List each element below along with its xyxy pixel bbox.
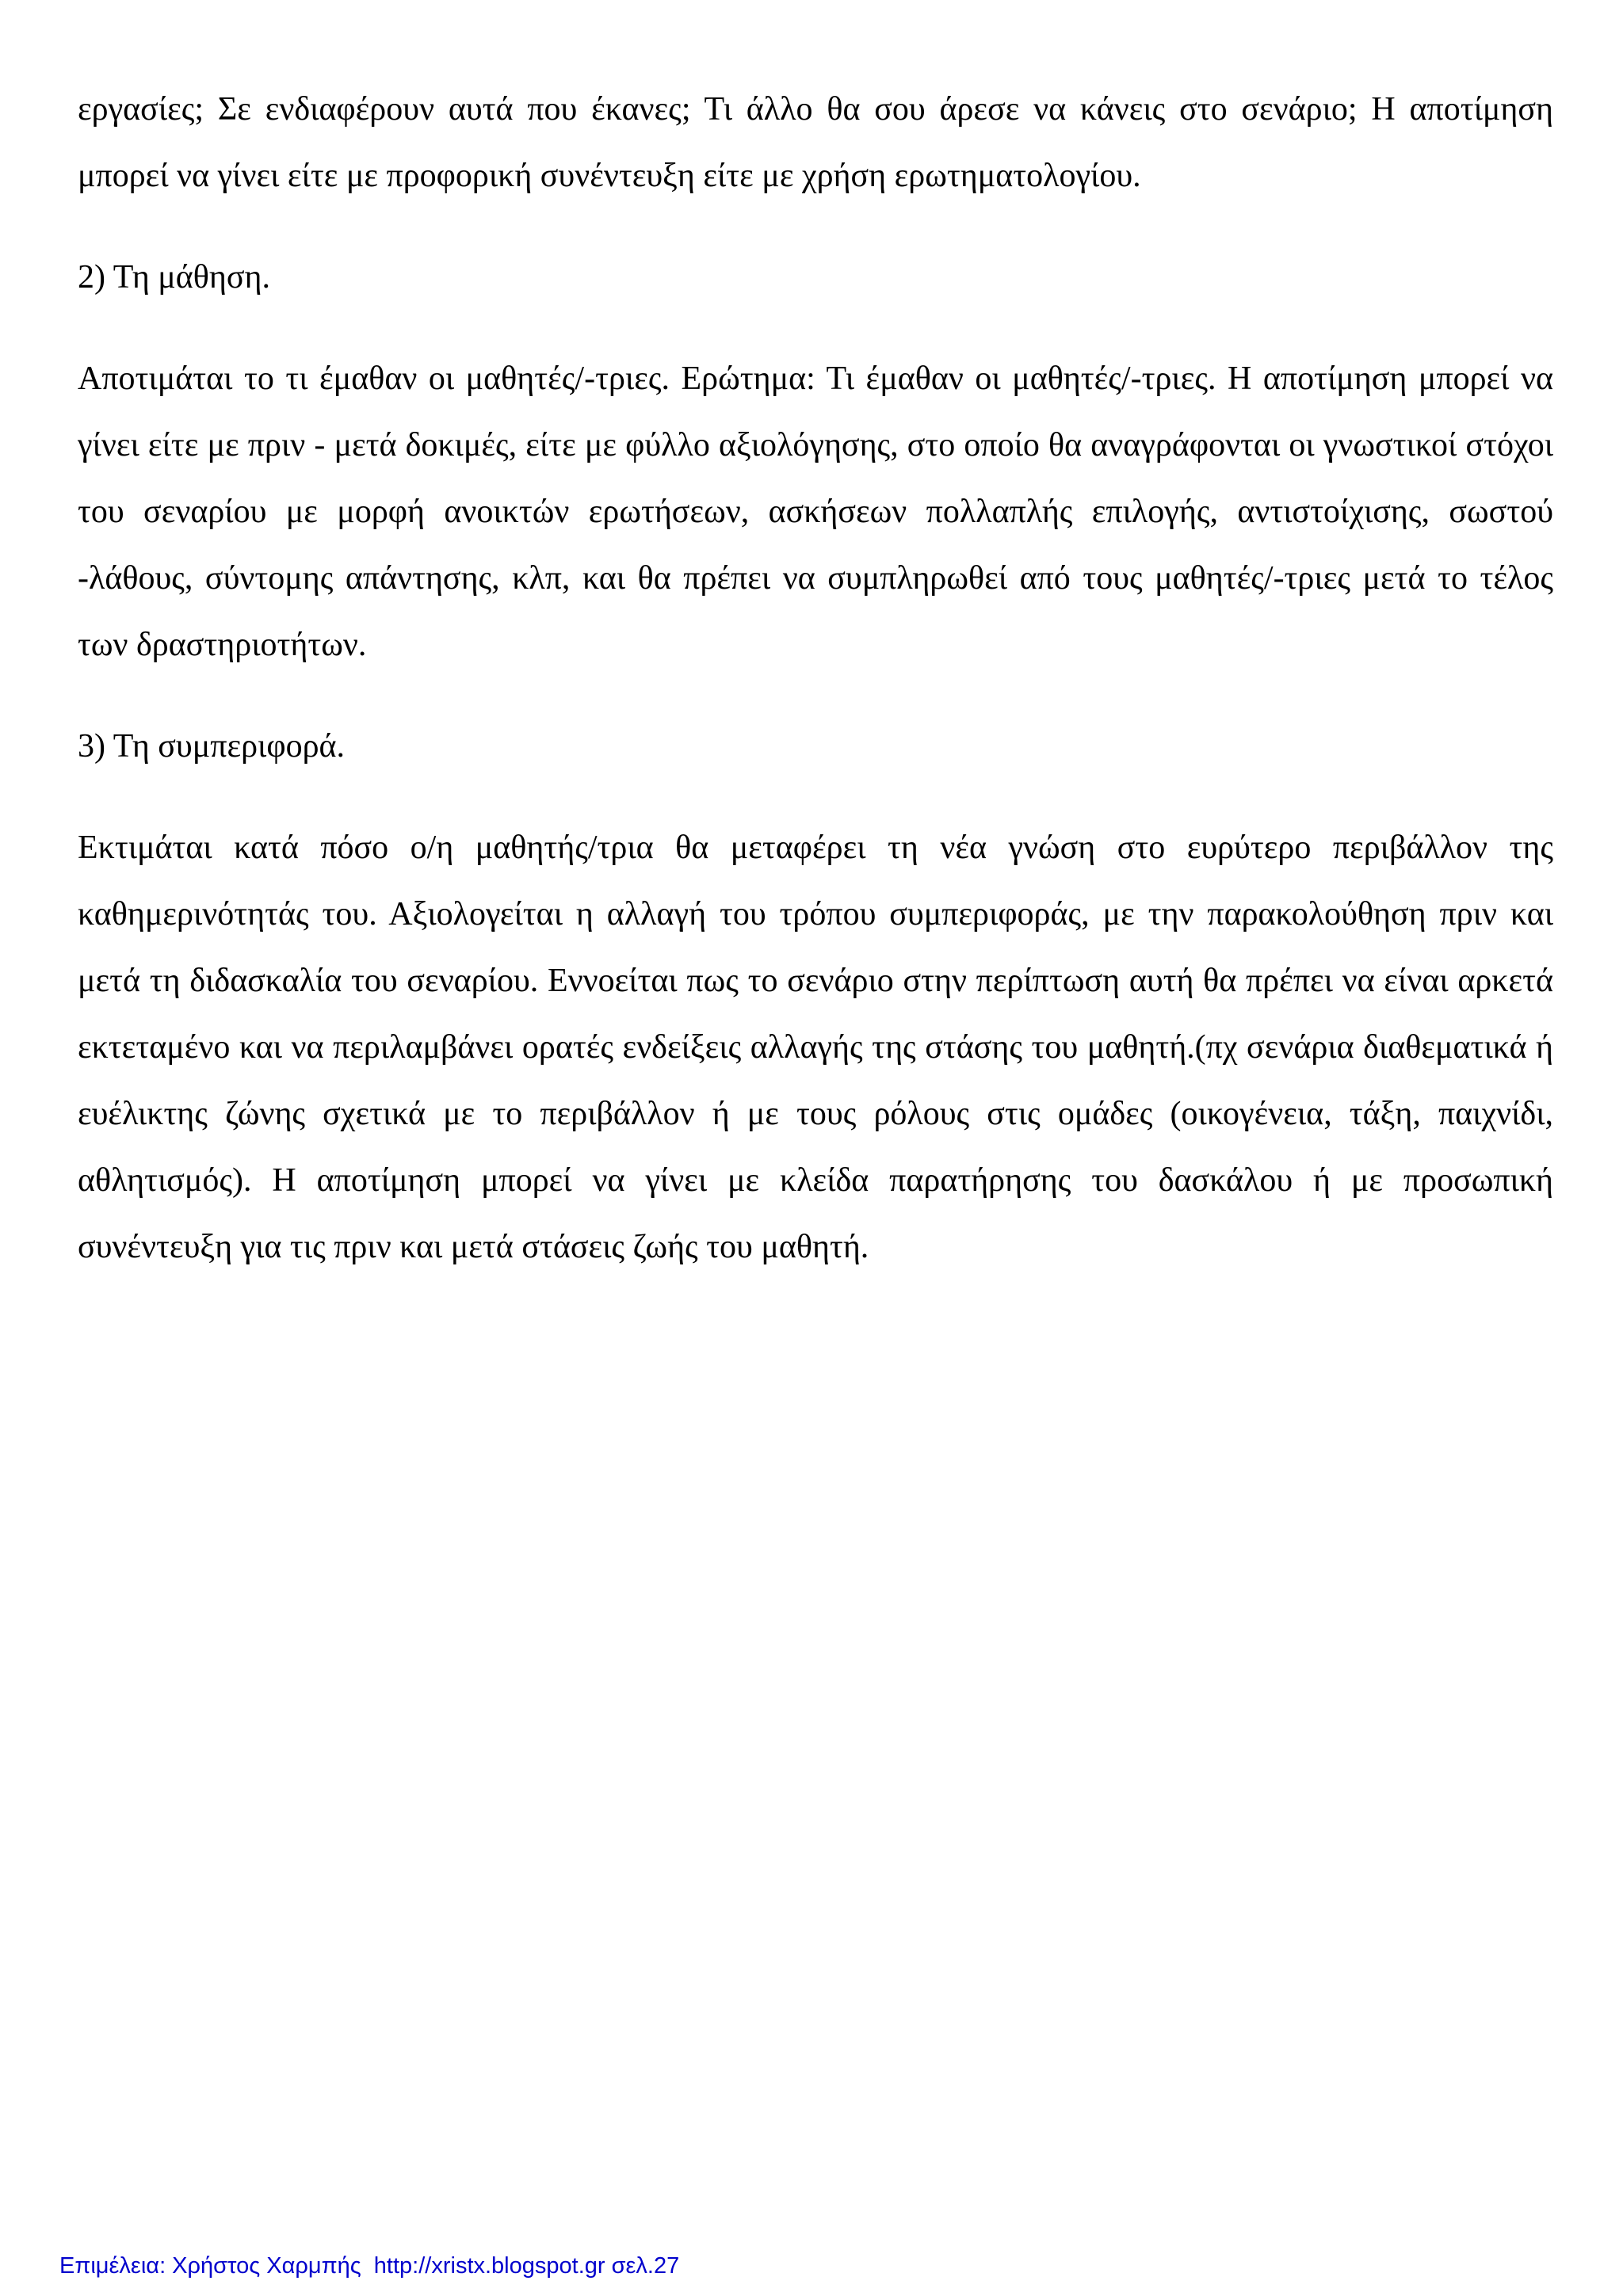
paragraph-learning: Αποτιμάται το τι έμαθαν οι μαθητές/-τριες. Ερώτημα: Τι έμαθαν οι μαθητές/-τριες. Η αποτίμηση μπορεί να γίνει είτε με πριν - μετά δοκιμές, είτε με φύλλο αξιολόγησης, στο οποίο θα αναγράφονται οι γνωστικοί στόχοι του σεναρίου με μορφή ανοικτών ερωτήσεων, ασκήσεων πολλαπλής επιλογής, αντιστοίχισης, σωστού -λάθους, σύντομης απάντησης, κλπ, και θα πρέπει να συμπληρωθεί από τους μαθητές/-τριες μετά το τέλος των δραστηριοτήτων.: [78, 360, 1553, 663]
paragraph-gap: [78, 678, 1553, 713]
paragraph-gap: [78, 780, 1553, 814]
paragraph-gap: [78, 311, 1553, 345]
footer-credit: Επιμέλεια: Χρήστος Χαρμπής http://xristx.blogspot.gr σελ.27: [59, 2253, 680, 2279]
section-heading-learning: 2) Τη μάθηση.: [78, 259, 270, 296]
page-footer: [59, 2252, 679, 2280]
page-body: [78, 76, 1553, 1280]
paragraph-continuation: εργασίες; Σε ενδιαφέρουν αυτά που έκανες; Τι άλλο θα σου άρεσε να κάνεις στο σενάριο; Η αποτίμηση μπορεί να γίνει είτε με προφορική συνέντευξη είτε με χρήση ερωτηματολογίου.: [78, 91, 1553, 194]
section-heading-behavior: 3) Τη συμπεριφορά.: [78, 728, 346, 765]
paragraph-gap: [78, 209, 1553, 244]
paragraph-behavior: Εκτιμάται κατά πόσο ο/η μαθητής/τρια θα μεταφέρει τη νέα γνώση στο ευρύτερο περιβάλλον της καθημερινότητάς του. Αξιολογείται η αλλαγή του τρόπου συμπεριφοράς, με την παρακολούθηση πριν και μετά τη διδασκαλία του σεναρίου. Εννοείται πως το σενάριο στην περίπτωση αυτή θα πρέπει να είναι αρκετά εκτεταμένο και να περιλαμβάνει ορατές ενδείξεις αλλαγής της στάσης του μαθητή.(πχ σενάρια διαθεματικά ή ευέλικτης ζώνης σχετικά με το περιβάλλον ή με τους ρόλους στις ομάδες (οικογένεια, τάξη, παιχνίδι, αθλητισμός). Η αποτίμηση μπορεί να γίνει με κλείδα παρατήρησης του δασκάλου ή με προσωπική συνέντευξη για τις πριν και μετά στάσεις ζωής του μαθητή.: [78, 830, 1553, 1265]
